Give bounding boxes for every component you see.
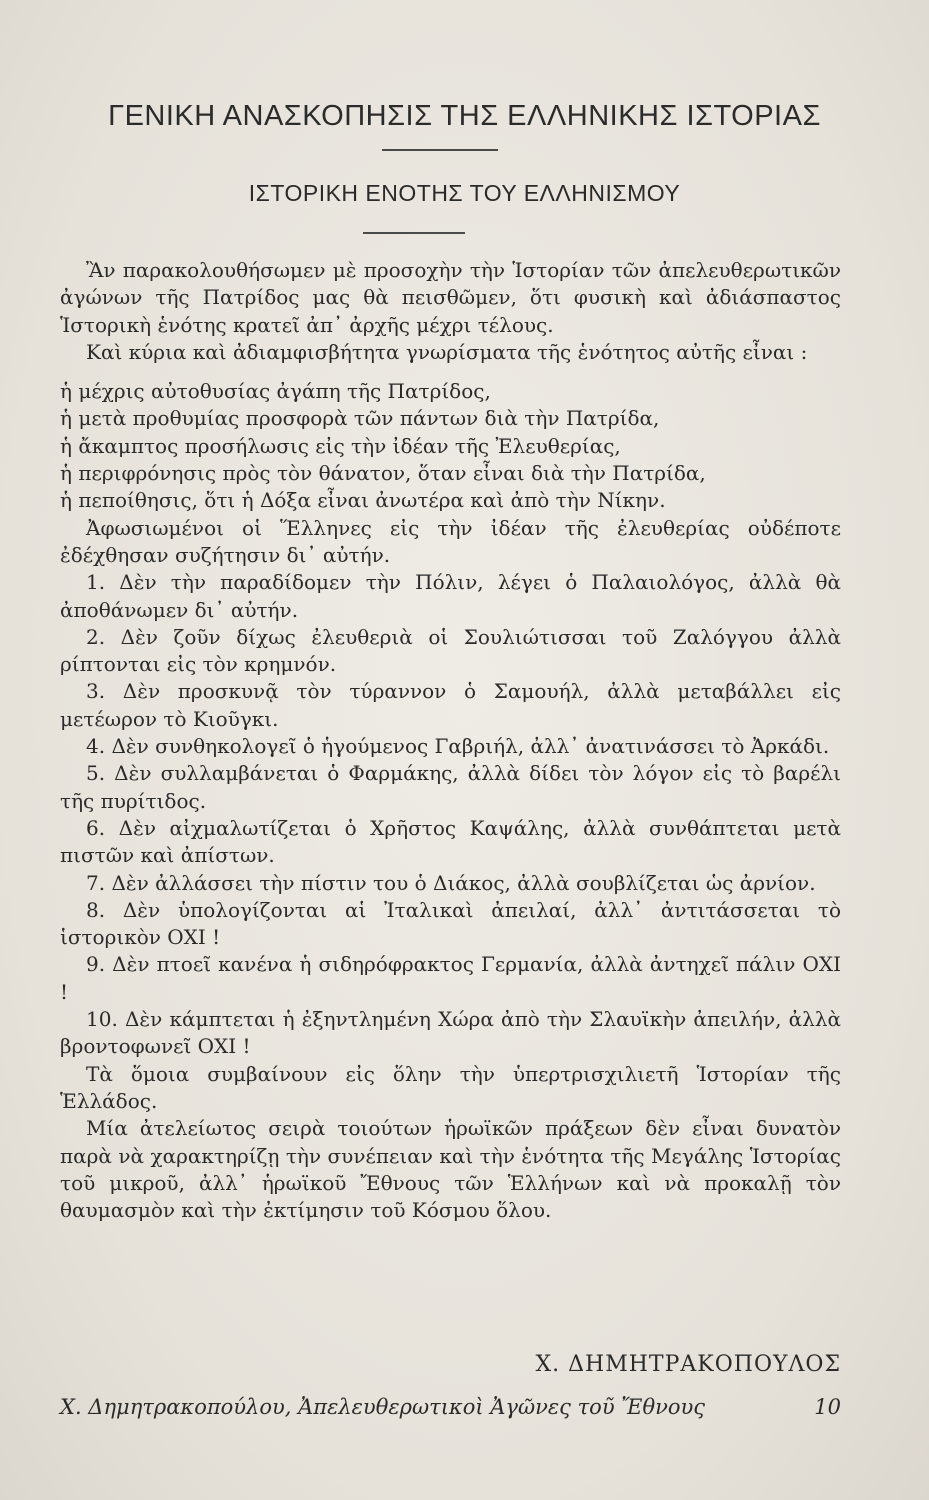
- page-number: 10: [814, 1395, 841, 1419]
- author-signature: Χ. ΔΗΜΗΤΡΑΚΟΠΟΥΛΟΣ: [535, 1352, 841, 1377]
- dedication-paragraph: Ἀφωσιωμένοι οἱ Ἕλληνες εἰς τὴν ἰδέαν τῆς ἐλευθερίας οὐδέποτε ἐδέχθησαν συζήτησιν δι᾽ αὐτήν.: [60, 515, 841, 567]
- subtitle-divider: [363, 232, 465, 234]
- example-item: 7. Δὲν ἀλλάσσει τὴν πίστιν του ὁ Διάκος, ἀλλὰ σουβλίζεται ὡς ἀρνίον.: [86, 870, 816, 895]
- example-item: 3. Δὲν προσκυνᾷ τὸν τύραννον ὁ Σαμουήλ, ἀλλὰ μεταβάλλει εἰς μετέωρον τὸ Κιοῦγκι.: [60, 679, 841, 731]
- trait-line: ἡ πεποίθησις, ὅτι ἡ Δόξα εἶναι ἀνωτέρα καὶ ἀπὸ τὴν Νίκην.: [60, 488, 666, 513]
- page-title: ΓΕΝΙΚΗ ΑΝΑΣΚΟΠΗΣΙΣ ΤΗΣ ΕΛΛΗΝΙΚΗΣ ΙΣΤΟΡΙΑΣ: [108, 100, 821, 132]
- closing-paragraph: Μία ἀτελείωτος σειρὰ τοιούτων ἡρωϊκῶν πράξεων δὲν εἶναι δυνατὸν παρὰ νὰ χαρακτηρίζῃ τὴν συνέπειαν καὶ τὴν ἑνότητα τῆς Μεγάλης Ἱστορίας τοῦ μικροῦ, ἀλλ᾽ ἡρωϊκοῦ Ἔθνους τῶν Ἑλλήνων καὶ νὰ προκαλῇ τὸν θαυμασμὸν καὶ τὴν ἐκτίμησιν τοῦ Κόσμου ὅλου.: [60, 1116, 841, 1223]
- intro-paragraph: Ἂν παρακολουθήσωμεν μὲ προσοχὴν τὴν Ἱστορίαν τῶν ἀπελευθερωτικῶν ἀγώνων τῆς Πατρίδος μας θὰ πεισθῶμεν, ὅτι φυσικὴ καὶ ἀδιάσπαστος Ἱστορικὴ ἑνότης κρατεῖ ἀπ᾽ ἀρχῆς μέχρι τέλους.: [60, 258, 841, 337]
- page-subtitle: ΙΣΤΟΡΙΚΗ ΕΝΟΤΗΣ ΤΟΥ ΕΛΛΗΝΙΣΜΟΥ: [248, 180, 681, 206]
- title-divider: [382, 149, 498, 151]
- article-body: [60, 257, 841, 1224]
- running-title: Χ. Δημητρακοπούλου, Ἀπελευθερωτικοὶ Ἀγῶνες τοῦ Ἔθνους: [60, 1395, 706, 1419]
- trait-line: ἡ μέχρις αὐτοθυσίας ἀγάπη τῆς Πατρίδος,: [60, 379, 491, 404]
- intro-paragraph: Καὶ κύρια καὶ ἀδιαμφισβήτητα γνωρίσματα τῆς ἑνότητος αὐτῆς εἶναι :: [86, 339, 808, 364]
- closing-paragraph: Τὰ ὅμοια συμβαίνουν εἰς ὅλην τὴν ὑπερτρισχιλιετῆ Ἱστορίαν τῆς Ἑλλάδος.: [60, 1061, 841, 1113]
- example-item: 9. Δὲν πτοεῖ κανένα ἡ σιδηρόφρακτος Γερμανία, ἀλλὰ ἀντηχεῖ πάλιν ΟΧΙ !: [60, 952, 841, 1004]
- trait-line: ἡ περιφρόνησις πρὸς τὸν θάνατον, ὅταν εἶναι διὰ τὴν Πατρίδα,: [60, 461, 706, 486]
- example-item: 8. Δὲν ὑπολογίζονται αἱ Ἰταλικαὶ ἀπειλαί, ἀλλ᾽ ἀντιτάσσεται τὸ ἱστορικὸν ΟΧΙ !: [60, 897, 841, 950]
- example-item: 2. Δὲν ζοῦν δίχως ἐλευθεριὰ οἱ Σουλιώτισσαι τοῦ Ζαλόγγου ἀλλὰ ρίπτονται εἰς τὸν κρημνόν.: [60, 624, 841, 677]
- example-item: 6. Δὲν αἰχμαλωτίζεται ὁ Χρῆστος Καψάλης, ἀλλὰ συνθάπτεται μετὰ πιστῶν καὶ ἀπίστων.: [60, 815, 841, 868]
- trait-line: ἡ ἄκαμπτος προσήλωσις εἰς τὴν ἰδέαν τῆς Ἐλευθερίας,: [60, 433, 621, 458]
- example-item: 10. Δὲν κάμπτεται ἡ ἐξηντλημένη Χώρα ἀπὸ τὴν Σλαυϊκὴν ἀπειλήν, ἀλλὰ βροντοφωνεῖ ΟΧΙ !: [60, 1007, 841, 1059]
- page-footer: [60, 1395, 841, 1419]
- example-item: 5. Δὲν συλλαμβάνεται ὁ Φαρμάκης, ἀλλὰ δίδει τὸν λόγον εἰς τὸ βαρέλι τῆς πυρίτιδος.: [60, 761, 841, 813]
- example-item: 4. Δὲν συνθηκολογεῖ ὁ ἡγούμενος Γαβριήλ, ἀλλ᾽ ἀνατινάσσει τὸ Ἀρκάδι.: [86, 734, 830, 759]
- trait-line: ἡ μετὰ προθυμίας προσφορὰ τῶν πάντων διὰ τὴν Πατρίδα,: [60, 406, 660, 431]
- example-item: 1. Δὲν τὴν παραδίδομεν τὴν Πόλιν, λέγει ὁ Παλαιολόγος, ἀλλὰ θὰ ἀποθάνωμεν δι᾽ αὐτήν.: [60, 570, 841, 622]
